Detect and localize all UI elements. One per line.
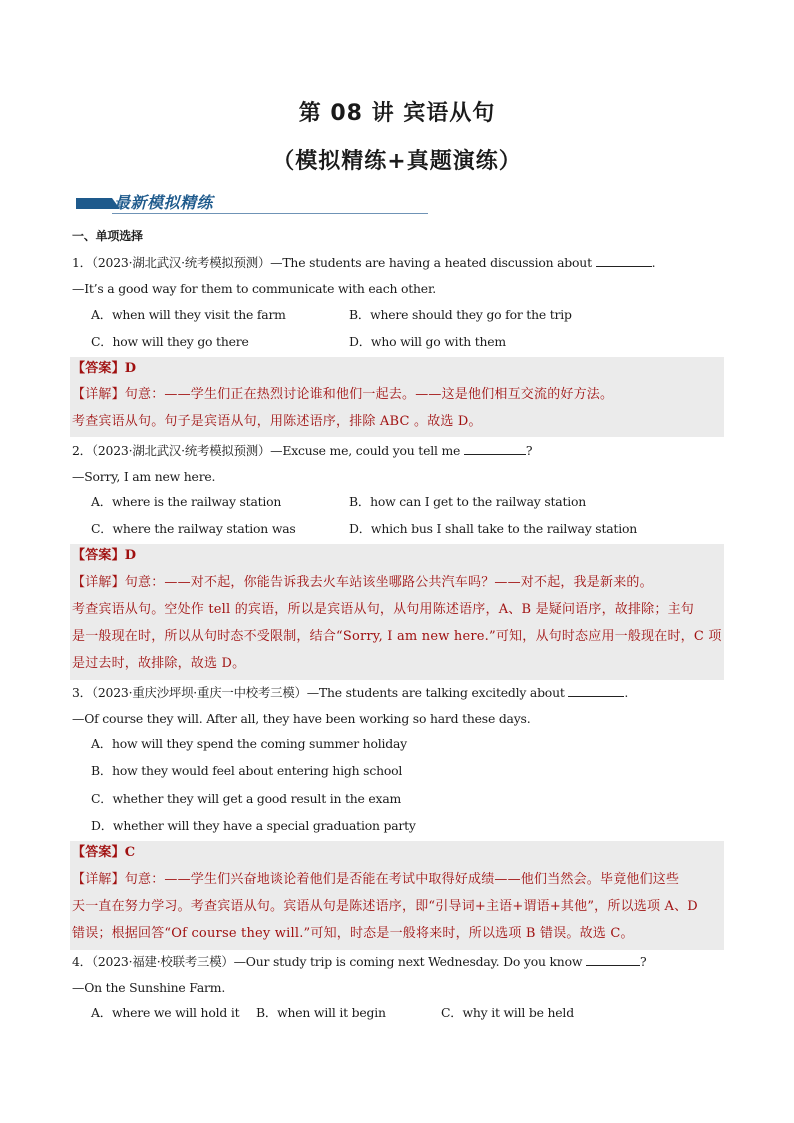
- question-1-explanation-2: 考查宾语从句。句子是宾语从句，用陈述语序，排除 ABC 。故选 D。: [72, 414, 482, 429]
- banner-title: 最新模拟精练: [114, 193, 214, 212]
- question-stem-text: 4．（2023·福建·校联考三模）—Our study trip is coming next Wednesday. Do you know: [72, 954, 583, 969]
- question-stem-text: 2．（2023·湖北武汉·统考模拟预测）—Excuse me, could you tell me: [72, 443, 461, 458]
- question-2-option-d: D．which bus I shall take to the railway station: [349, 521, 637, 536]
- question-4-stem: [72, 953, 646, 971]
- question-3-option-c: C．whether they will get a good result in the exam: [91, 791, 402, 806]
- question-4-option-b: B．when will it begin: [256, 1005, 386, 1020]
- question-4-reply: —On the Sunshine Farm.: [72, 980, 226, 995]
- answer-blank: [568, 684, 624, 697]
- banner-bar-icon: [76, 198, 112, 209]
- page-subtitle: （模拟精练+真题演练）: [272, 149, 522, 174]
- question-1-option-c: C．how will they go there: [91, 334, 249, 349]
- answer-label: 【答案】D: [72, 548, 137, 563]
- stem-end: .: [651, 255, 656, 270]
- answer-label: 【答案】C: [72, 845, 136, 860]
- question-3-stem: [72, 684, 628, 702]
- question-stem-text: 1．（2023·湖北武汉·统考模拟预测）—The students are having a heated discussion about: [72, 255, 592, 270]
- question-1-explanation-1: 【详解】句意：——学生们正在热烈讨论谁和他们一起去。——这是他们相互交流的好方法。: [72, 387, 614, 402]
- answer-blank: [464, 442, 526, 455]
- answer-blank: [586, 953, 640, 966]
- question-1-stem: [72, 254, 655, 272]
- question-3-reply: —Of course they will. After all, they have been working so hard these days.: [72, 711, 531, 726]
- banner-underline: [112, 213, 428, 214]
- question-3-option-b: B．how they would feel about entering high school: [91, 763, 403, 778]
- answer-blank: [596, 254, 652, 267]
- question-1-answer: [72, 360, 136, 378]
- section-banner: [76, 193, 428, 217]
- question-4-option-a: A．where we will hold it: [91, 1005, 240, 1020]
- question-1-option-a: A．when will they visit the farm: [91, 307, 286, 322]
- question-3-explanation-2: 天一直在努力学习。考查宾语从句。宾语从句是陈述语序，即“引导词+主语+谓语+其他”，所以选项 A、D: [72, 899, 698, 914]
- question-2-explanation-2: 考查宾语从句。空处作 tell 的宾语，所以是宾语从句，从句用陈述语序，A、B 是疑问语序，故排除；主句: [72, 602, 694, 617]
- section-heading: 一、单项选择: [72, 229, 143, 243]
- question-2-explanation-4: 是过去时，故排除，故选 D。: [72, 656, 246, 671]
- question-2-explanation-3: 是一般现在时，所以从句时态不受限制，结合“Sorry, I am new here.”可知，从句时态应用一般现在时，C 项: [72, 629, 722, 644]
- stem-end: ?: [639, 954, 647, 969]
- page-title: 第 08 讲 宾语从句: [298, 101, 496, 126]
- question-2-option-c: C．where the railway station was: [91, 521, 296, 536]
- stem-end: ?: [525, 443, 533, 458]
- question-1-option-b: B．where should they go for the trip: [349, 307, 572, 322]
- stem-end: .: [624, 685, 629, 700]
- question-2-option-a: A．where is the railway station: [91, 494, 282, 509]
- answer-label: 【答案】D: [72, 361, 137, 376]
- question-3-option-a: A．how will they spend the coming summer holiday: [91, 736, 407, 751]
- question-2-option-b: B．how can I get to the railway station: [349, 494, 587, 509]
- question-4-option-c: C．why it will be held: [441, 1005, 574, 1020]
- question-1-option-d: D．who will go with them: [349, 334, 506, 349]
- question-3-option-d: D．whether will they have a special graduation party: [91, 818, 416, 833]
- question-3-explanation-3: 错误；根据回答“Of course they will.”可知，时态是一般将来时，所以选项 B 错误。故选 C。: [72, 926, 634, 941]
- question-2-answer: [72, 547, 136, 565]
- question-3-explanation-1: 【详解】句意：——学生们兴奋地谈论着他们是否能在考试中取得好成绩——他们当然会。毕竟他们这些: [72, 872, 680, 887]
- question-3-answer: [72, 844, 135, 862]
- question-2-explanation-1: 【详解】句意：——对不起，你能告诉我去火车站该坐哪路公共汽车吗？——对不起，我是新来的。: [72, 575, 653, 590]
- question-stem-text: 3．（2023·重庆沙坪坝·重庆一中校考三模）—The students are talking excitedly about: [72, 685, 565, 700]
- question-2-reply: —Sorry, I am new here.: [72, 469, 216, 484]
- question-1-reply: —It’s a good way for them to communicate with each other.: [72, 281, 437, 296]
- question-2-stem: [72, 442, 532, 460]
